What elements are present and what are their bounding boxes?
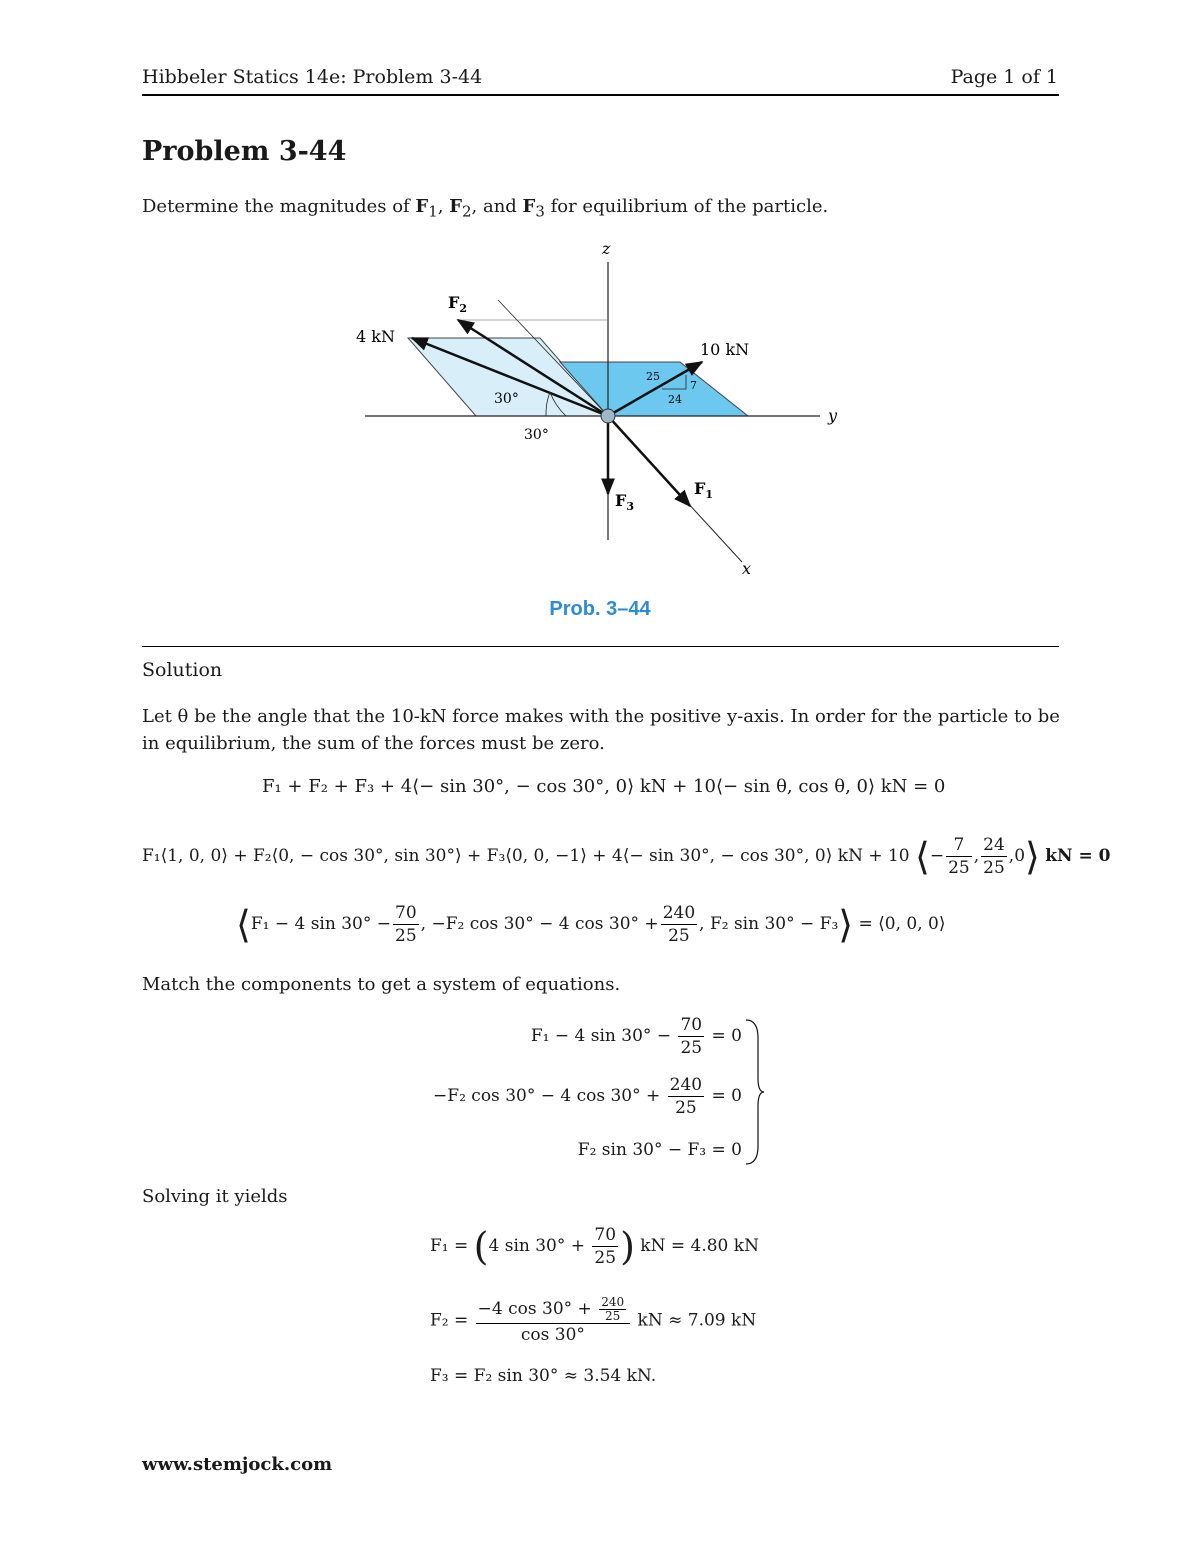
label-angle-a: 30° xyxy=(494,391,519,407)
label-10kn: 10 kN xyxy=(700,340,750,359)
label-f2: $F_2$ xyxy=(448,293,468,315)
problem-statement: Determine the magnitudes of $F_1$, $F_2$, and $F_3$ for equilibrium of the particle. xyxy=(142,196,829,221)
label-tri-24: 24 xyxy=(668,393,682,406)
solution-paragraph-1: Let θ be the angle that the 10-kN force makes with the positive y-axis. In order for the particle to be in equilibrium, the sum of the forces must be zero. xyxy=(142,706,1060,754)
figure-caption: Prob. 3–44 xyxy=(549,598,651,620)
equation-3: ⟨F₁ − 4 sin 30° − $\frac{70}{25}$ , −F₂ cos 30° − 4 cos 30° + $\frac{240}{25}$ , F₂ sin 30° − F₃⟩ = ⟨0, 0, 0⟩ xyxy=(236,902,946,947)
label-axis-z: z xyxy=(602,239,611,258)
equation-system: F₁ − 4 sin 30° − $\frac{70}{25}$ = 0 −F₂ cos 30° − 4 cos 30° + $\frac{240}{25}$ = 0 F₂ sin 30° − F₃ = 0 xyxy=(432,1014,772,1164)
section-rule xyxy=(142,646,1059,647)
label-tri-7: 7 xyxy=(690,379,697,392)
label-tri-25: 25 xyxy=(646,370,660,383)
problem-title: Problem 3-44 xyxy=(142,136,347,167)
header-rule xyxy=(142,94,1059,96)
page-number: Page 1 of 1 xyxy=(950,66,1058,88)
label-f1: $F_1$ xyxy=(694,479,714,501)
force-diagram xyxy=(350,232,838,592)
solution-paragraph-2: Match the components to get a system of equations. xyxy=(142,974,621,995)
equation-2: F₁⟨1, 0, 0⟩ + F₂⟨0, − cos 30°, sin 30°⟩ + F₃⟨0, 0, −1⟩ + 4⟨− sin 30°, − cos 30°, 0⟩ kN + 10 ⟨− $\frac{7}{25}$ , $\frac{24}{25}$ ,0⟩ kN = 0 xyxy=(142,834,1111,879)
label-axis-x: x xyxy=(742,559,752,578)
header-title: Hibbeler Statics 14e: Problem 3-44 xyxy=(142,66,483,88)
solution-heading: Solution xyxy=(142,659,223,681)
solution-paragraph-3: Solving it yields xyxy=(142,1186,288,1207)
label-axis-y: y xyxy=(828,406,838,425)
system-brace xyxy=(744,1018,764,1166)
label-f3: $F_3$ xyxy=(615,491,635,513)
label-angle-b: 30° xyxy=(524,427,549,443)
equation-1: F₁ + F₂ + F₃ + 4⟨− sin 30°, − cos 30°, 0⟩ kN + 10⟨− sin θ, cos θ, 0⟩ kN = 0 xyxy=(262,776,946,797)
label-4kn: 4 kN xyxy=(356,327,395,346)
footer-link[interactable]: www.stemjock.com xyxy=(142,1454,333,1475)
particle xyxy=(601,409,615,423)
